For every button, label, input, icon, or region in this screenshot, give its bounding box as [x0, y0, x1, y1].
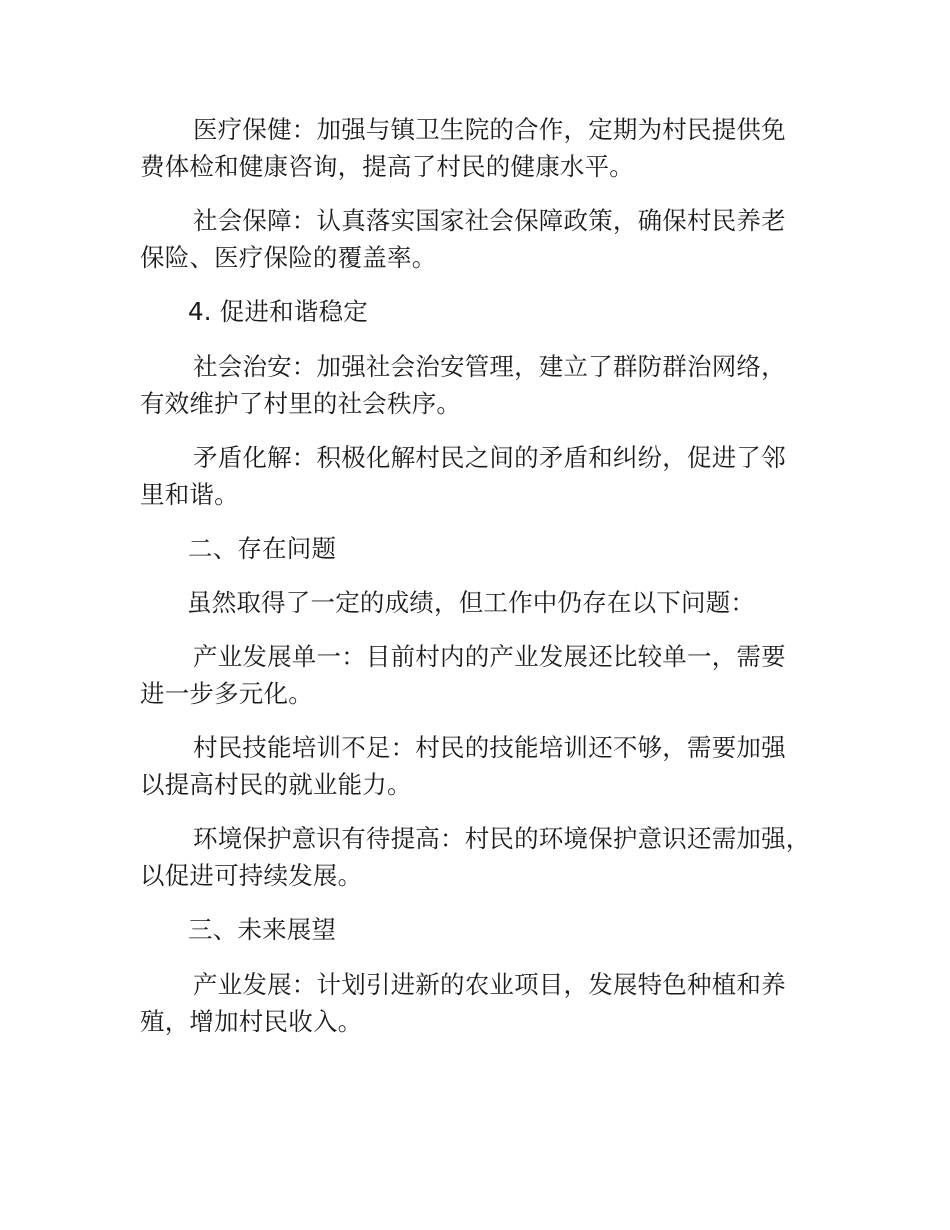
paragraph-social-security-line-1: 社会保障：认真落实国家社会保障政策，确保村民养老 — [193, 206, 786, 235]
paragraph-skills-training-line-2: 以提高村民的就业能力。 — [140, 770, 412, 799]
paragraph-conflict-resolution-line-2: 里和谐。 — [140, 480, 239, 509]
paragraph-industry-development-line-1: 产业发展：计划引进新的农业项目，发展特色种植和养 — [193, 970, 786, 999]
paragraph-environmental-awareness-line-2: 以促进可持续发展。 — [140, 861, 363, 890]
paragraph-medical-care-line-2: 费体检和健康咨询，提高了村民的健康水平。 — [140, 152, 634, 181]
section-heading-problems: 二、存在问题 — [188, 534, 337, 563]
paragraph-medical-care-line-1: 医疗保健：加强与镇卫生院的合作，定期为村民提供免 — [193, 115, 786, 144]
paragraph-single-industry-line-2: 进一步多元化。 — [140, 679, 313, 708]
paragraph-single-industry-line-1: 产业发展单一：目前村内的产业发展还比较单一，需要 — [193, 642, 786, 671]
paragraph-industry-development-line-2: 殖，增加村民收入。 — [140, 1007, 363, 1036]
paragraph-skills-training-line-1: 村民技能培训不足：村民的技能培训还不够，需要加强 — [193, 733, 786, 762]
paragraph-public-security-line-2: 有效维护了村里的社会秩序。 — [140, 389, 462, 418]
paragraph-environmental-awareness-line-1: 环境保护意识有待提高：村民的环境保护意识还需加强， — [193, 824, 811, 853]
section-heading-future-outlook: 三、未来展望 — [188, 915, 337, 944]
paragraph-conflict-resolution-line-1: 矛盾化解：积极化解村民之间的矛盾和纠纷，促进了邻 — [193, 443, 786, 472]
paragraph-problems-intro: 虽然取得了一定的成绩，但工作中仍存在以下问题： — [187, 588, 756, 617]
subheading-harmony-stability: 4. 促进和谐稳定 — [188, 297, 368, 326]
paragraph-public-security-line-1: 社会治安：加强社会治安管理，建立了群防群治网络， — [193, 352, 786, 381]
paragraph-social-security-line-2: 保险、医疗保险的覆盖率。 — [140, 243, 437, 272]
